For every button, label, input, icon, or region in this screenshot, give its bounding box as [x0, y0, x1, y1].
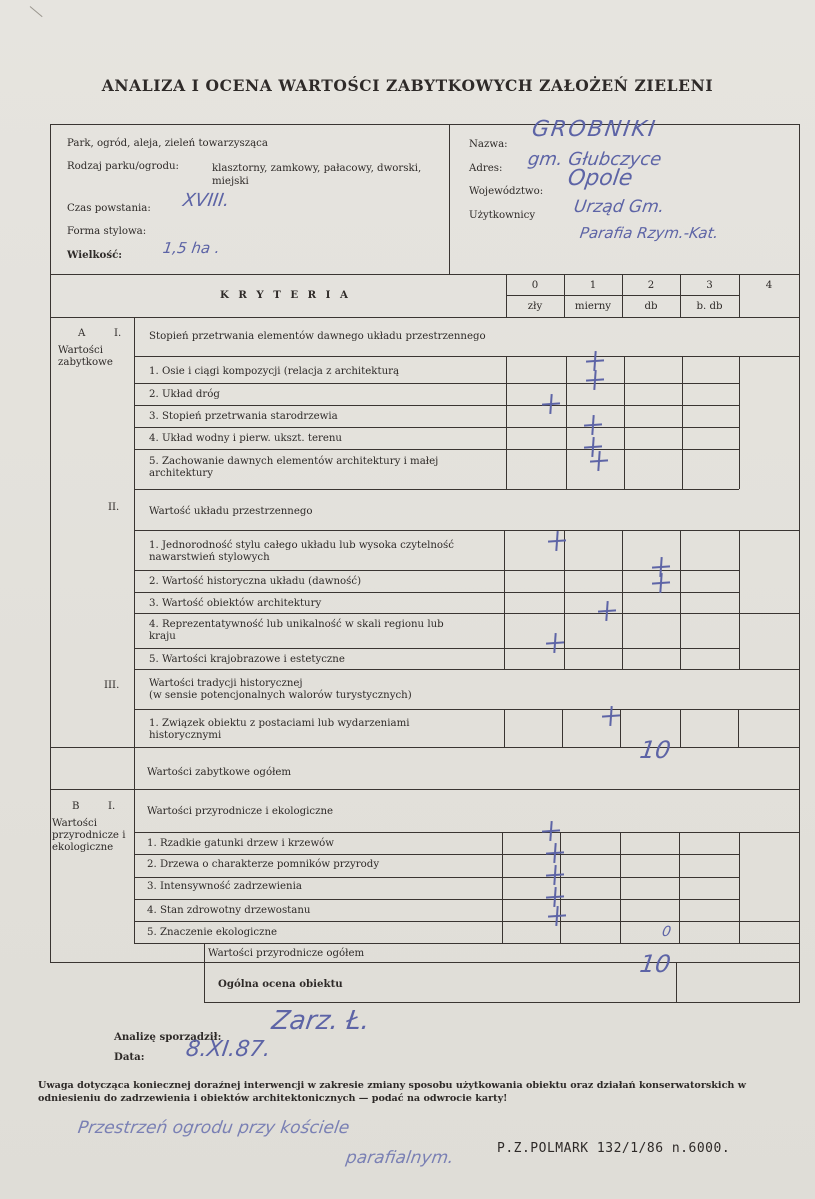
handwritten-note-2: parafialnym.	[344, 1148, 455, 1168]
a3-line-1	[50, 747, 800, 748]
b1-line-3	[134, 899, 739, 900]
b-summary-value: 0	[660, 924, 673, 940]
handwritten-note-1: Przestrzeń ogrodu przy kościele	[76, 1118, 351, 1138]
score-mid	[506, 295, 739, 296]
a2-title: Wartość układu przestrzennego	[149, 506, 313, 517]
a3-roman: III.	[104, 680, 120, 691]
a2-row-2: 2. Wartość historyczna układu (dawność)	[149, 576, 362, 587]
a1-row-5: 5. Zachowanie dawnych elementów architektury i małej architektury	[149, 456, 439, 479]
a1-title-bottom	[134, 356, 799, 357]
grade-1: mierny	[574, 301, 612, 312]
a-summary-value: 10	[638, 736, 673, 764]
section-a-roman: I.	[114, 328, 122, 339]
a1-col-0	[506, 356, 507, 489]
a1-col-4	[739, 356, 740, 489]
a1-row-3: 3. Stopień przetrwania starodrzewia	[149, 411, 338, 422]
wielkosc-label: Wielkość:	[67, 249, 123, 261]
b1-row-3: 3. Intensywność zadrzewienia	[147, 881, 302, 892]
a2-line-5	[134, 669, 799, 670]
b1-col-0	[502, 832, 503, 943]
mark-a2-1	[546, 530, 568, 552]
footer-note: Uwaga dotycząca koniecznej doraźnej interwencji w zakresie zmiany sposobu użytkowania obiektu oraz działań konserwatorskich w odniesieniu do zadrzewienia i obiektów architektonicznych — podać na odwrocie karty!	[38, 1080, 746, 1104]
data-label: Data:	[114, 1051, 145, 1063]
mark-b1-1	[540, 820, 562, 842]
a2-line-1	[134, 570, 739, 571]
a2-row-5: 5. Wartości krajobrazowe i estetyczne	[149, 654, 345, 665]
frame-bottom-left	[50, 962, 204, 963]
section-a-divider	[134, 317, 135, 747]
nazwa-value: GROBNIKI	[530, 117, 659, 142]
b1-row-2: 2. Drzewa o charakterze pomników przyrody	[147, 859, 380, 870]
b1-line-1	[134, 854, 739, 855]
a1-title: Stopień przetrwania elementów dawnego układu przestrzennego	[149, 331, 486, 342]
a2-row-3: 3. Wartość obiektów architektury	[149, 598, 322, 609]
a3-title-1: Wartości tradycji historycznej	[149, 678, 303, 689]
a1-line-5	[134, 489, 739, 490]
forma-label: Forma stylowa:	[67, 226, 147, 237]
a1-line-4	[134, 449, 739, 450]
score-0: 0	[531, 280, 539, 291]
b-summary-bottom	[204, 962, 800, 963]
a3-col-4	[738, 709, 739, 747]
a2-col-3	[680, 530, 681, 669]
a2-line-3	[134, 613, 799, 614]
b1-col-2	[620, 832, 621, 943]
overall-bottom	[204, 1002, 800, 1003]
a-sum-divider	[134, 747, 135, 789]
a2-line-4	[134, 648, 739, 649]
grade-3: b. db	[696, 301, 723, 312]
mark-b1-3	[544, 864, 566, 886]
uzytkownicy-value-1: Urząd Gm.	[572, 197, 666, 217]
rodzaj-options-2: miejski	[212, 176, 249, 187]
a2-title-bottom	[134, 530, 799, 531]
grade-2: db	[644, 301, 658, 312]
mark-a2-4	[544, 632, 566, 654]
b1-col-3	[679, 832, 680, 943]
b-sum-left	[204, 943, 205, 1003]
analiza-value: Zarz. Ł.	[269, 1006, 372, 1036]
frame-top	[50, 124, 800, 125]
overall-label: Ogólna ocena obiektu	[218, 978, 343, 990]
score-3: 3	[706, 280, 713, 291]
a1-line-1	[134, 383, 739, 384]
a1-col-2	[624, 356, 625, 489]
a1-line-3	[134, 427, 739, 428]
mark-a1-1b	[584, 369, 606, 391]
a3-title-bottom	[134, 709, 799, 710]
a3-row-1: 1. Związek obiektu z postaciami lub wydarzeniami historycznymi	[149, 718, 410, 741]
wielkosc-value: 1,5 ha .	[161, 239, 222, 257]
uzytkownicy-value-2: Parafia Rzym.-Kat.	[578, 224, 720, 242]
criteria-bottom	[50, 317, 800, 318]
wojewodztwo-value: Opole	[566, 166, 635, 191]
wojewodztwo-label: Województwo:	[469, 186, 544, 197]
uzytkownicy-label: Użytkownicy	[469, 210, 536, 221]
mark-a2-2b	[650, 572, 672, 594]
mark-a2-3	[596, 600, 618, 622]
section-b-roman: I.	[108, 801, 116, 812]
park-type-line: Park, ogród, aleja, zieleń towarzysząca	[67, 138, 268, 149]
rodzaj-label: Rodzaj parku/ogrodu:	[67, 161, 179, 172]
a1-row-1: 1. Osie i ciągi kompozycji (relacja z architekturą	[149, 366, 400, 377]
score-2: 2	[647, 280, 655, 291]
a1-col-3	[682, 356, 683, 489]
mark-b1-2	[544, 842, 566, 864]
mark-a3-1	[600, 705, 622, 727]
score-1: 1	[589, 280, 597, 291]
rodzaj-options: klasztorny, zamkowy, pałacowy, dworski,	[212, 163, 422, 174]
mark-a1-5	[588, 450, 610, 472]
header-bottom	[50, 274, 800, 275]
analiza-label: Analizę sporządził:	[114, 1031, 222, 1043]
b1-line-2	[134, 877, 739, 878]
a3-col-3	[680, 709, 681, 747]
data-value: 8.XI.87.	[184, 1037, 273, 1062]
mark-a1-3	[582, 414, 604, 436]
b1-col-4	[739, 832, 740, 943]
a2-col-4	[739, 530, 740, 669]
b1-row-4: 4. Stan zdrowotny drzewostanu	[147, 905, 311, 916]
b1-title: Wartości przyrodnicze i ekologiczne	[147, 806, 334, 817]
a-summary-bottom	[50, 789, 800, 790]
nazwa-label: Nazwa:	[469, 139, 508, 150]
mark-b1-5	[546, 905, 568, 927]
a1-line-2	[134, 405, 739, 406]
a2-line-2	[134, 592, 739, 593]
b1-title-bottom	[134, 832, 799, 833]
header-divider	[449, 124, 450, 274]
frame-right	[799, 124, 800, 1002]
a-summary-label: Wartości zabytkowe ogółem	[147, 767, 292, 778]
a2-roman: II.	[108, 502, 120, 513]
section-a-letter: A	[78, 328, 86, 339]
overall-value: 10	[638, 950, 673, 978]
b1-row-5: 5. Znaczenie ekologiczne	[147, 927, 278, 938]
section-b-divider	[134, 789, 135, 943]
b1-line-5	[134, 943, 799, 944]
czas-value: XVIII.	[181, 190, 231, 211]
b1-line-4	[134, 921, 799, 922]
a3-title-2: (w sensie potencjonalnych walorów turystycznych)	[149, 690, 412, 701]
a2-row-1: 1. Jednorodność stylu całego układu lub wysoka czytelność nawarstwień stylowych	[149, 540, 454, 563]
section-a-name: Wartości zabytkowe	[58, 345, 113, 368]
a1-row-4: 4. Układ wodny i pierw. ukszt. terenu	[149, 433, 342, 444]
mark-a1-2	[540, 393, 562, 415]
score-4: 4	[765, 280, 773, 291]
a1-row-2: 2. Układ dróg	[149, 389, 220, 400]
printer-code: P.Z.POLMARK 132/1/86 n.6000.	[497, 1141, 731, 1156]
a2-col-0	[504, 530, 505, 669]
czas-label: Czas powstania:	[67, 203, 151, 214]
adres-value: gm. Głubczyce	[526, 149, 663, 170]
overall-divider	[676, 962, 677, 1002]
form-title: ANALIZA I OCENA WARTOŚCI ZABYTKOWYCH ZAŁOŻEŃ ZIELENI	[101, 76, 714, 95]
criteria-label: K R Y T E R I A	[220, 289, 351, 301]
a2-col-2	[622, 530, 623, 669]
corner-mark	[30, 6, 50, 20]
grade-0: zły	[527, 301, 543, 312]
adres-label: Adres:	[469, 163, 503, 174]
a3-col-0	[504, 709, 505, 747]
a1-col-1	[566, 356, 567, 489]
section-b-name: Wartości przyrodnicze i ekologiczne	[52, 818, 126, 853]
a2-row-4: 4. Reprezentatywność lub unikalność w skali regionu lub kraju	[149, 619, 444, 642]
a3-col-1	[562, 709, 563, 747]
section-b-letter: B	[72, 801, 80, 812]
b1-row-1: 1. Rzadkie gatunki drzew i krzewów	[147, 838, 335, 849]
b-summary-label: Wartości przyrodnicze ogółem	[208, 948, 365, 959]
